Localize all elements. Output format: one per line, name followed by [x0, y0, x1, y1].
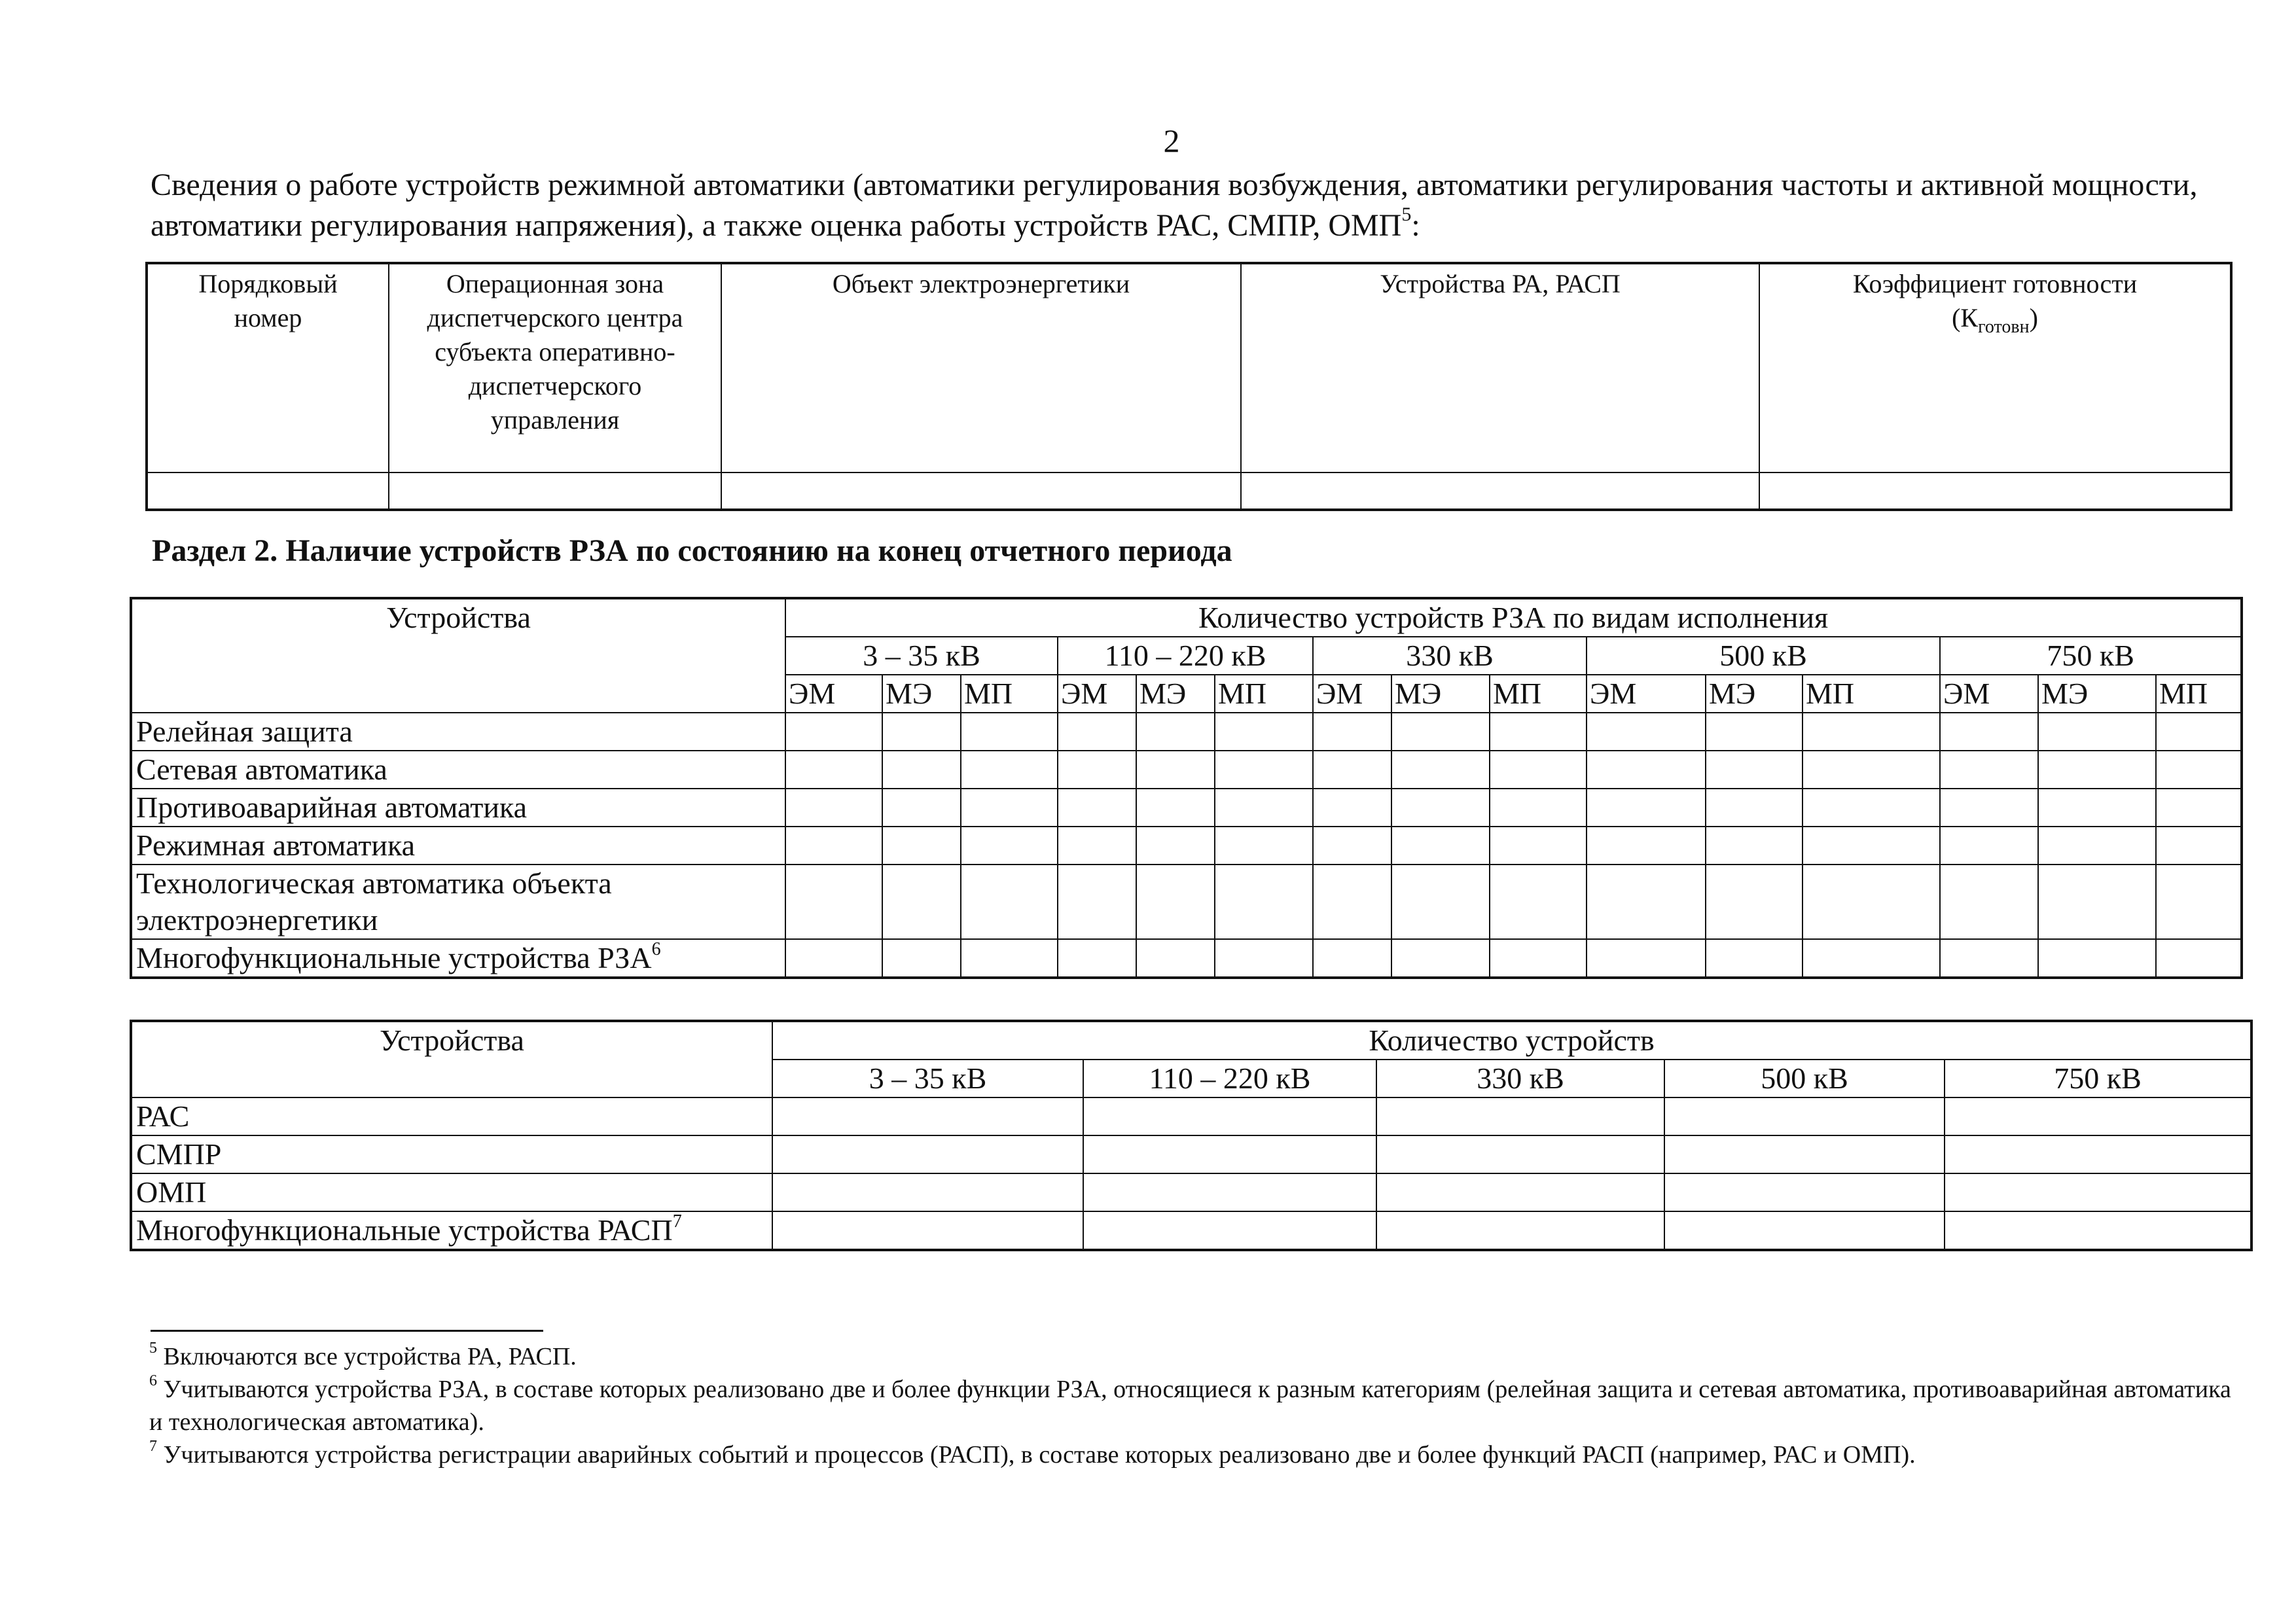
- input-cell[interactable]: [1136, 827, 1215, 865]
- input-cell[interactable]: [1940, 713, 2038, 751]
- footnotes: [149, 1340, 2244, 1471]
- col-readiness-coef-label: Коэффициент готовности: [1852, 269, 2138, 298]
- input-cell[interactable]: [961, 865, 1058, 939]
- col-devices: Устройства: [131, 598, 785, 713]
- input-cell[interactable]: [1391, 751, 1490, 789]
- footnote-7: [149, 1438, 2244, 1471]
- input-cell[interactable]: [1706, 865, 1803, 939]
- footnote-mark: 5: [149, 1340, 157, 1357]
- row-label: [131, 1173, 772, 1211]
- input-cell[interactable]: [1940, 865, 2038, 939]
- type-header-me: МЭ: [1706, 675, 1803, 713]
- input-cell[interactable]: [1058, 865, 1136, 939]
- table-row: [131, 827, 2242, 865]
- input-cell[interactable]: [1391, 827, 1490, 865]
- row-label: [131, 827, 785, 865]
- input-cell[interactable]: [1215, 713, 1313, 751]
- type-header-mp: МП: [1490, 675, 1587, 713]
- type-header-me: МЭ: [882, 675, 961, 713]
- intro-text: Сведения о работе устройств режимной автоматики (автоматики регулирования возбуждения, автоматики регулирования частоты и активной мощности, автоматики регулирования напряжения), а также оценка работы устройств РАС, СМПР, ОМП: [151, 168, 2198, 243]
- type-header-me: МЭ: [1136, 675, 1215, 713]
- col-quantity-by-type: Количество устройств РЗА по видам исполнения: [785, 598, 2242, 637]
- footnote-6: [149, 1373, 2244, 1438]
- input-cell[interactable]: [1215, 789, 1313, 827]
- input-cell[interactable]: [1803, 939, 1940, 978]
- input-cell[interactable]: [1136, 939, 1215, 978]
- type-header-em: ЭМ: [785, 675, 882, 713]
- row-label: [131, 865, 785, 939]
- input-cell[interactable]: [1587, 789, 1706, 827]
- intro-tail: :: [1411, 208, 1420, 243]
- input-cell[interactable]: [1490, 865, 1587, 939]
- input-cell[interactable]: [1803, 751, 1940, 789]
- footnote-ref-5: 5: [1401, 204, 1412, 225]
- table-row: [131, 939, 2242, 978]
- input-cell[interactable]: [1391, 865, 1490, 939]
- section-2-title: Раздел 2. Наличие устройств РЗА по состоянию на конец отчетного периода: [152, 533, 1232, 568]
- input-cell[interactable]: [1706, 751, 1803, 789]
- voltage-500: 500 кВ: [1664, 1060, 1945, 1097]
- type-header-me: МЭ: [2038, 675, 2156, 713]
- input-cell[interactable]: [1587, 827, 1706, 865]
- input-cell[interactable]: [882, 789, 961, 827]
- voltage-3-35: 3 – 35 кВ: [772, 1060, 1083, 1097]
- input-cell[interactable]: [1313, 939, 1391, 978]
- row-label-text: СМПР: [136, 1137, 222, 1171]
- input-cell[interactable]: [882, 939, 961, 978]
- voltage-750: 750 кВ: [1945, 1060, 2251, 1097]
- type-header-mp: МП: [961, 675, 1058, 713]
- input-cell[interactable]: [1803, 713, 1940, 751]
- table-row: [131, 1135, 2251, 1173]
- input-cell[interactable]: [1706, 789, 1803, 827]
- page-number: 2: [1163, 122, 1180, 159]
- col-ra-devices: Устройства РА, РАСП: [1241, 263, 1759, 473]
- input-cell[interactable]: [1803, 789, 1940, 827]
- input-cell[interactable]: [961, 827, 1058, 865]
- rasp-devices-table: [130, 1020, 2253, 1251]
- input-cell[interactable]: [1391, 939, 1490, 978]
- input-cell[interactable]: [785, 751, 882, 789]
- table-row: [131, 789, 2242, 827]
- type-header-em: ЭМ: [1587, 675, 1706, 713]
- input-cell[interactable]: [1945, 1173, 2251, 1211]
- input-cell[interactable]: [785, 713, 882, 751]
- table-row: [131, 1097, 2251, 1135]
- input-cell[interactable]: [1940, 789, 2038, 827]
- input-cell[interactable]: [2038, 751, 2156, 789]
- input-cell[interactable]: [1058, 789, 1136, 827]
- input-cell[interactable]: [1376, 1173, 1664, 1211]
- input-cell[interactable]: [1313, 827, 1391, 865]
- col-devices: Устройства: [131, 1021, 772, 1097]
- input-cell[interactable]: [1058, 939, 1136, 978]
- row-label: [131, 751, 785, 789]
- input-cell[interactable]: [1215, 865, 1313, 939]
- type-header-em: ЭМ: [1940, 675, 2038, 713]
- input-cell[interactable]: [882, 751, 961, 789]
- input-cell[interactable]: [147, 473, 389, 510]
- table-header-row: [131, 598, 2242, 637]
- rasp-table-body: [131, 1097, 2251, 1250]
- input-cell[interactable]: [2038, 789, 2156, 827]
- input-cell[interactable]: [1376, 1135, 1664, 1173]
- input-cell[interactable]: [2156, 827, 2242, 865]
- rza-devices-table: [130, 597, 2243, 979]
- input-cell[interactable]: [2156, 865, 2242, 939]
- col-serial-number-label: Порядковый номер: [198, 269, 338, 332]
- input-cell[interactable]: [1376, 1211, 1664, 1250]
- input-cell[interactable]: [772, 1211, 1083, 1250]
- input-cell[interactable]: [1706, 939, 1803, 978]
- input-cell[interactable]: [2156, 789, 2242, 827]
- input-cell[interactable]: [2038, 713, 2156, 751]
- input-cell[interactable]: [1587, 939, 1706, 978]
- input-cell[interactable]: [2156, 713, 2242, 751]
- row-label-text: РАС: [136, 1099, 190, 1133]
- footnote-text: Включаются все устройства РА, РАСП.: [163, 1343, 577, 1370]
- input-cell[interactable]: [1490, 751, 1587, 789]
- input-cell[interactable]: [1136, 865, 1215, 939]
- type-header-mp: МП: [2156, 675, 2242, 713]
- intro-paragraph: [151, 165, 2232, 246]
- input-cell[interactable]: [1083, 1097, 1376, 1135]
- row-label-text: Многофункциональные устройства РЗА: [136, 941, 652, 974]
- input-cell[interactable]: [785, 865, 882, 939]
- input-cell[interactable]: [1058, 827, 1136, 865]
- input-cell[interactable]: [772, 1135, 1083, 1173]
- input-cell[interactable]: [772, 1097, 1083, 1135]
- input-cell[interactable]: [1058, 751, 1136, 789]
- input-cell[interactable]: [1706, 713, 1803, 751]
- row-label: [131, 939, 785, 978]
- ra-devices-table: [145, 262, 2233, 511]
- type-header-mp: МП: [1803, 675, 1940, 713]
- input-cell[interactable]: [1587, 713, 1706, 751]
- input-cell[interactable]: [1490, 789, 1587, 827]
- input-cell[interactable]: [1215, 939, 1313, 978]
- col-operational-zone: [389, 263, 721, 473]
- table-row: [131, 865, 2242, 939]
- table-header-row: [147, 263, 2231, 473]
- voltage-750: 750 кВ: [1940, 637, 2242, 675]
- footnote-text: Учитываются устройства регистрации аварийных событий и процессов (РАСП), в составе которых реализовано две и более функций РАСП (например, РАС и ОМП).: [163, 1441, 1916, 1469]
- footnote-mark: 7: [149, 1438, 157, 1455]
- row-label-text: ОМП: [136, 1175, 207, 1209]
- row-label-text: Технологическая автоматика объекта электроэнергетики: [136, 866, 612, 936]
- input-cell[interactable]: [882, 827, 961, 865]
- footnote-5: [149, 1340, 2244, 1373]
- table-row: [131, 713, 2242, 751]
- input-cell[interactable]: [785, 827, 882, 865]
- voltage-500: 500 кВ: [1587, 637, 1940, 675]
- input-cell[interactable]: [1313, 865, 1391, 939]
- row-label: [131, 1211, 772, 1250]
- col-operational-zone-label: Операционная зона диспетчерского центра субъекта оперативно-диспетчерского управления: [427, 269, 683, 435]
- row-label-text: Режимная автоматика: [136, 829, 416, 862]
- input-cell[interactable]: [1945, 1135, 2251, 1173]
- input-cell[interactable]: [1136, 789, 1215, 827]
- input-cell[interactable]: [1803, 827, 1940, 865]
- footnote-ref-6: 6: [651, 938, 661, 959]
- input-cell[interactable]: [1490, 713, 1587, 751]
- table-row: [131, 1173, 2251, 1211]
- input-cell[interactable]: [721, 473, 1241, 510]
- type-header-me: МЭ: [1391, 675, 1490, 713]
- input-cell[interactable]: [1587, 865, 1706, 939]
- col-power-object: Объект электроэнергетики: [721, 263, 1241, 473]
- input-cell[interactable]: [1664, 1173, 1945, 1211]
- input-cell[interactable]: [2038, 865, 2156, 939]
- footnote-ref-7: 7: [672, 1211, 682, 1232]
- input-cell[interactable]: [1241, 473, 1759, 510]
- input-cell[interactable]: [961, 939, 1058, 978]
- input-cell[interactable]: [1215, 751, 1313, 789]
- rza-table-body: [131, 713, 2242, 978]
- row-label: [131, 1135, 772, 1173]
- input-cell[interactable]: [1490, 827, 1587, 865]
- input-cell[interactable]: [1490, 939, 1587, 978]
- input-cell[interactable]: [785, 939, 882, 978]
- input-cell[interactable]: [1940, 939, 2038, 978]
- input-cell[interactable]: [1945, 1211, 2251, 1250]
- input-cell[interactable]: [961, 751, 1058, 789]
- type-header-em: ЭМ: [1058, 675, 1136, 713]
- input-cell[interactable]: [1940, 751, 2038, 789]
- input-cell[interactable]: [772, 1173, 1083, 1211]
- input-cell[interactable]: [2038, 827, 2156, 865]
- input-cell[interactable]: [1083, 1135, 1376, 1173]
- input-cell[interactable]: [2038, 939, 2156, 978]
- col-readiness-coef: [1759, 263, 2231, 473]
- input-cell[interactable]: [961, 789, 1058, 827]
- table-row: [147, 473, 2231, 510]
- input-cell[interactable]: [1376, 1097, 1664, 1135]
- input-cell[interactable]: [1136, 751, 1215, 789]
- row-label-text: Сетевая автоматика: [136, 753, 387, 786]
- voltage-3-35: 3 – 35 кВ: [785, 637, 1058, 675]
- voltage-110-220: 110 – 220 кВ: [1058, 637, 1313, 675]
- row-label: [131, 1097, 772, 1135]
- type-header-em: ЭМ: [1313, 675, 1391, 713]
- input-cell[interactable]: [882, 713, 961, 751]
- input-cell[interactable]: [1664, 1211, 1945, 1250]
- row-label: [131, 789, 785, 827]
- voltage-330: 330 кВ: [1376, 1060, 1664, 1097]
- footnote-divider: [151, 1330, 543, 1332]
- col-quantity: Количество устройств: [772, 1021, 2251, 1060]
- table-row: [131, 1211, 2251, 1250]
- readiness-coef-symbol: $(К_{готовн})$: [1952, 303, 2038, 337]
- input-cell[interactable]: [1313, 713, 1391, 751]
- input-cell[interactable]: [1313, 789, 1391, 827]
- input-cell[interactable]: [1803, 865, 1940, 939]
- input-cell[interactable]: [1587, 751, 1706, 789]
- input-cell[interactable]: [1083, 1173, 1376, 1211]
- coef-subscript: готовн: [1978, 317, 2030, 337]
- input-cell[interactable]: [1391, 713, 1490, 751]
- input-cell[interactable]: [2156, 939, 2242, 978]
- footnote-text: Учитываются устройства РЗА, в составе которых реализовано две и более функции РЗА, относящиеся к разным категориям (релейная защита и сетевая автоматика, противоаварийная автоматика и технологическая автоматика).: [149, 1376, 2231, 1436]
- row-label-text: Противоаварийная автоматика: [136, 791, 528, 824]
- input-cell[interactable]: [1215, 827, 1313, 865]
- input-cell[interactable]: [1058, 713, 1136, 751]
- input-cell[interactable]: [1759, 473, 2231, 510]
- voltage-110-220: 110 – 220 кВ: [1083, 1060, 1376, 1097]
- input-cell[interactable]: [1313, 751, 1391, 789]
- voltage-330: 330 кВ: [1313, 637, 1587, 675]
- input-cell[interactable]: [2156, 751, 2242, 789]
- input-cell[interactable]: [1940, 827, 2038, 865]
- input-cell[interactable]: [1664, 1135, 1945, 1173]
- coef-symbol: К: [1960, 303, 1979, 332]
- input-cell[interactable]: [389, 473, 721, 510]
- input-cell[interactable]: [1945, 1097, 2251, 1135]
- footnote-mark: 6: [149, 1372, 157, 1390]
- table-header-row: [131, 1021, 2251, 1060]
- row-label-text: Релейная защита: [136, 715, 353, 748]
- table-row: [131, 751, 2242, 789]
- col-serial-number: [147, 263, 389, 473]
- input-cell[interactable]: [1136, 713, 1215, 751]
- input-cell[interactable]: [1391, 789, 1490, 827]
- input-cell[interactable]: [961, 713, 1058, 751]
- type-header-mp: МП: [1215, 675, 1313, 713]
- input-cell[interactable]: [1083, 1211, 1376, 1250]
- input-cell[interactable]: [1664, 1097, 1945, 1135]
- row-label-text: Многофункциональные устройства РАСП: [136, 1213, 673, 1247]
- input-cell[interactable]: [785, 789, 882, 827]
- input-cell[interactable]: [882, 865, 961, 939]
- row-label: [131, 713, 785, 751]
- input-cell[interactable]: [1706, 827, 1803, 865]
